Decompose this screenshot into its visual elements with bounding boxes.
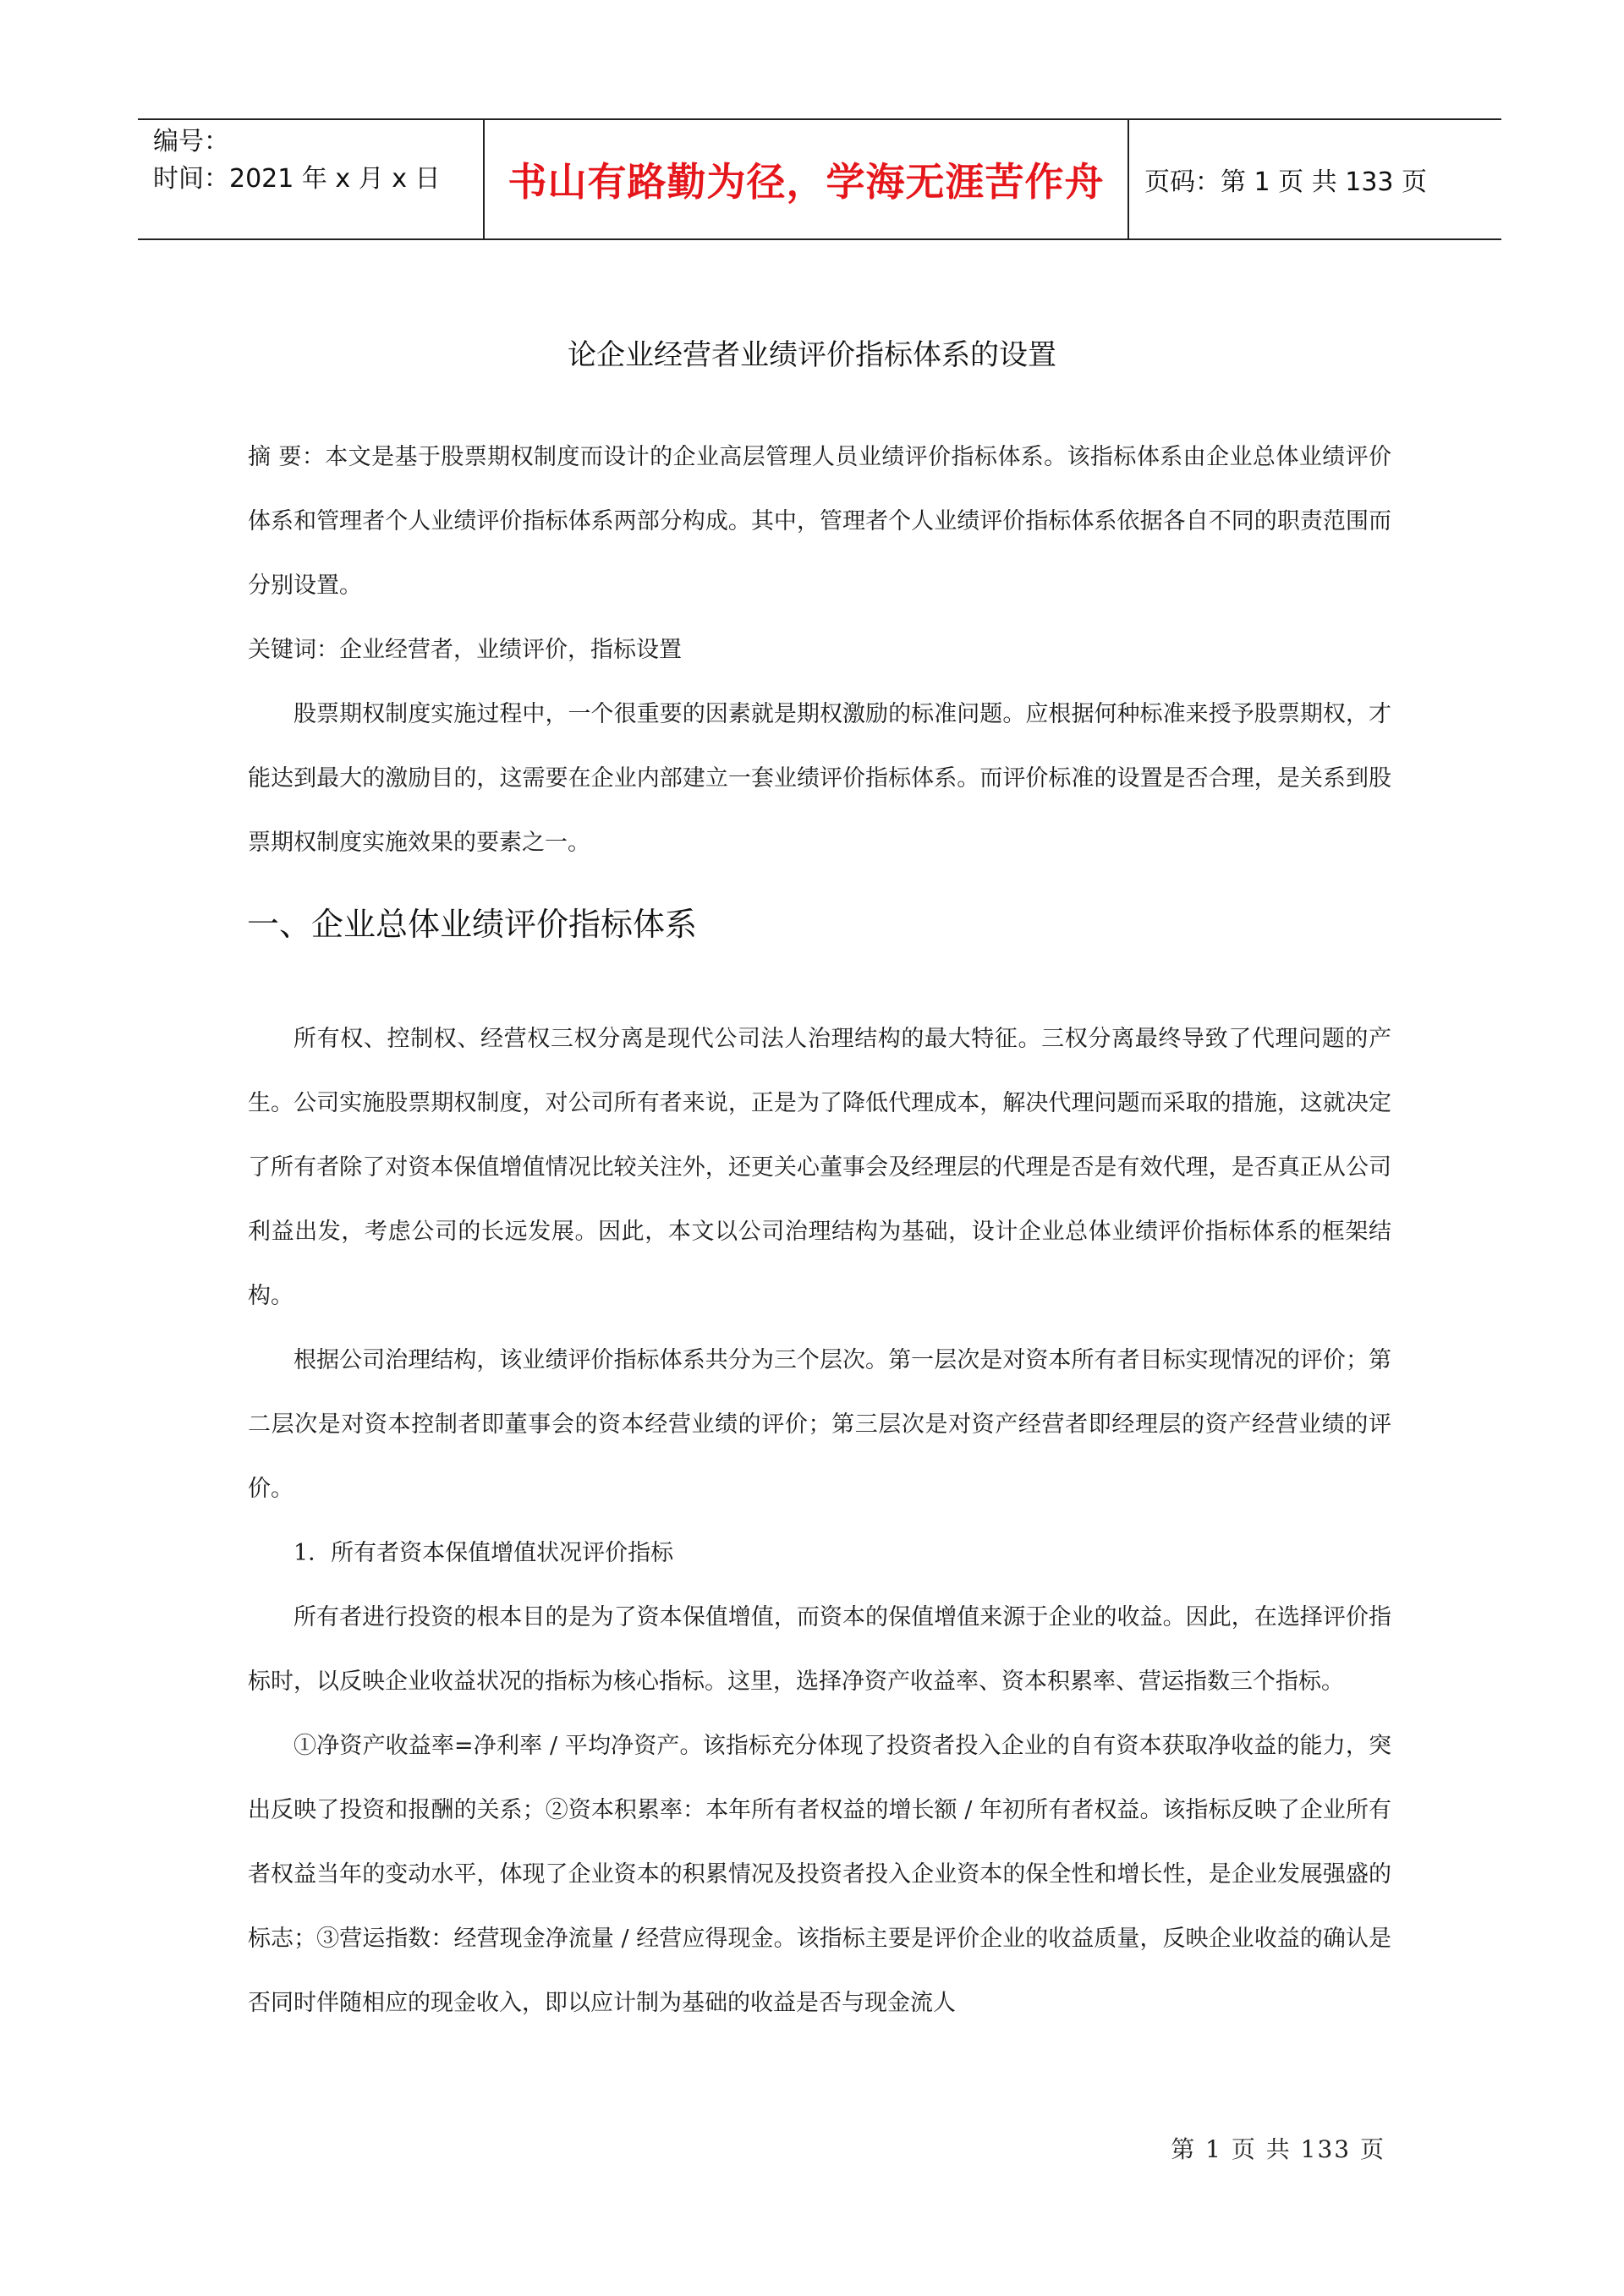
paragraph: ①净资产收益率=净利率 / 平均净资产。该指标充分体现了投资者投入企业的自有资本获取净收益的能力，突出反映了投资和报酬的关系；②资本积累率：本年所有者权益的增长额 / 年初所有者权益。该指标反映了企业所有者权益当年的变动水平，体现了企业资本的积累情况及投资者投入企业资本的保全性和增长性，是企业发展强盛的标志；③营运指数：经营现金净流量 / 经营应得现金。该指标主要是评价企业的收益质量，反映企业收益的确认是否同时伴随相应的现金收入，即以应计制为基础的收益是否与现金流人 [248, 1733, 1391, 2016]
paragraph: 根据公司治理结构，该业绩评价指标体系共分为三个层次。第一层次是对资本所有者目标实现情况的评价；第二层次是对资本控制者即董事会的资本经营业绩的评价；第三层次是对资产经营者即经理层的资产经营业绩的评价。 [248, 1347, 1391, 1502]
paragraph: 所有权、控制权、经营权三权分离是现代公司法人治理结构的最大特征。三权分离最终导致了代理问题的产生。公司实施股票期权制度，对公司所有者来说，正是为了降低代理成本，解决代理问题而采取的措施，这就决定了所有者除了对资本保值增值情况比较关注外，还更关心董事会及经理层的代理是否是有效代理，是否真正从公司利益出发，考虑公司的长远发展。因此，本文以公司治理结构为基础，设计企业总体业绩评价指标体系的框架结构。 [248, 1026, 1391, 1309]
abstract: 摘 要：本文是基于股票期权制度而设计的企业高层管理人员业绩评价指标体系。该指标体系由企业总体业绩评价体系和管理者个人业绩评价指标体系两部分构成。其中，管理者个人业绩评价指标体系依据各自不同的职责范围而分别设置。 [248, 444, 1391, 599]
document-body [248, 425, 1391, 2036]
subsection-heading: 1．所有者资本保值增值状况评价指标 [294, 1540, 674, 1566]
section-heading: 一、企业总体业绩评价指标体系 [247, 906, 698, 943]
motto: 书山有路勤为径，学海无涯苦作舟 [485, 120, 1129, 238]
page-footer: 第 1 页 共 133 页 [1171, 2135, 1385, 2163]
header-table [138, 118, 1501, 240]
paragraph: 所有者进行投资的根本目的是为了资本保值增值，而资本的保值增值来源于企业的收益。因此，在选择评价指标时，以反映企业收益状况的指标为核心指标。这里，选择净资产收益率、资本积累率、营运指数三个指标。 [248, 1604, 1391, 1695]
document-title: 论企业经营者业绩评价指标体系的设置 [568, 338, 1056, 372]
number-label: 编号： [153, 127, 229, 156]
header-left-cell [138, 120, 485, 238]
page-info: 页码：第 1 页 共 133 页 [1144, 167, 1428, 197]
keywords: 关键词：企业经营者，业绩评价，指标设置 [248, 637, 682, 663]
time-label: 时间：2021 年 x 月 x 日 [153, 164, 441, 194]
intro-paragraph: 股票期权制度实施过程中，一个很重要的因素就是期权激励的标准问题。应根据何种标准来授予股票期权，才能达到最大的激励目的，这需要在企业内部建立一套业绩评价指标体系。而评价标准的设置是否合理，是关系到股票期权制度实施效果的要素之一。 [248, 701, 1391, 856]
